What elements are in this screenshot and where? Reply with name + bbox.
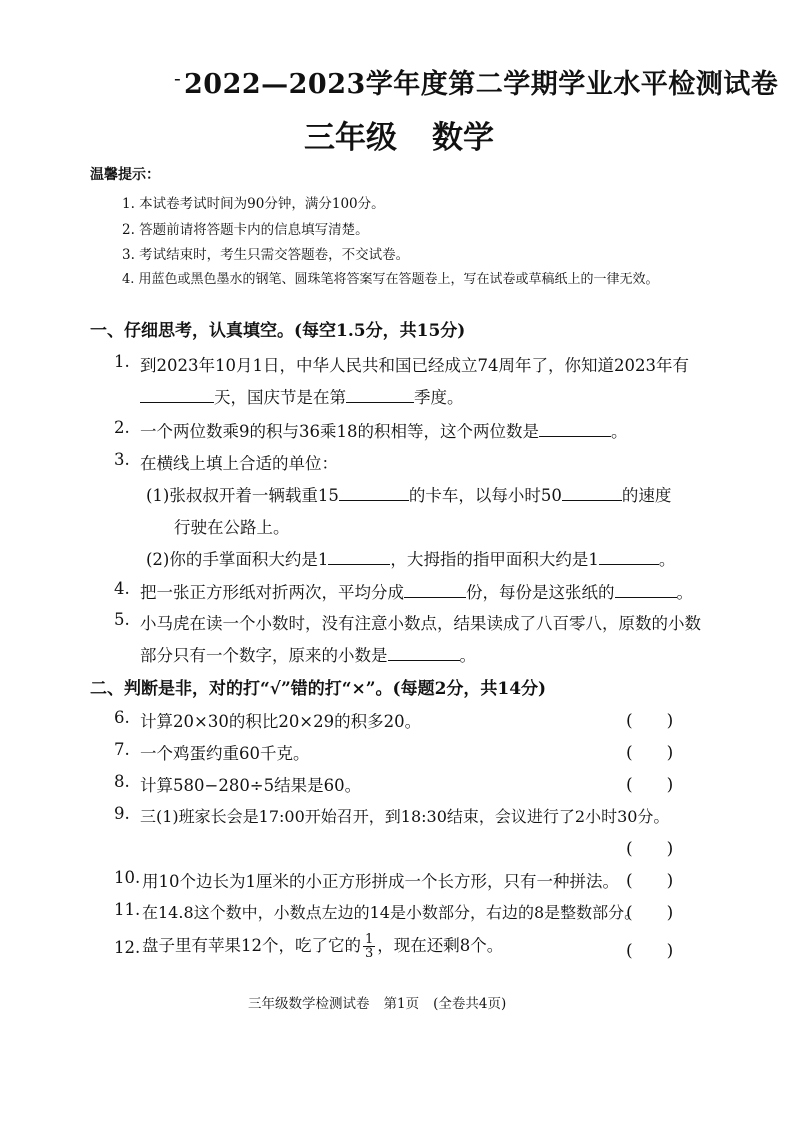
question-5-text: 小马虎在读一个小数时，没有注意小数点，结果读成了八百零八，原数的小数 xyxy=(140,614,701,633)
section-1-heading: 一、仔细思考，认真填空。(每空1.5分，共15分) xyxy=(90,321,466,341)
question-number: 2. xyxy=(114,418,130,437)
answer-blank[interactable] xyxy=(346,388,414,403)
question-number: 7. xyxy=(114,740,130,759)
question-number: 8. xyxy=(114,772,130,791)
question-number: 3. xyxy=(114,450,130,469)
question-number: 9. xyxy=(114,804,130,823)
subject-label: 数学 xyxy=(432,120,494,156)
question-12-text: 盘子里有苹果12个，吃了它的 $\frac{1}{3}$ ，现在还剩8个。 xyxy=(142,932,504,961)
answer-blank[interactable] xyxy=(328,550,390,565)
question-7-text: 一个鸡蛋约重60千克。 xyxy=(140,744,310,763)
answer-blank[interactable] xyxy=(562,486,622,501)
tips-title: 温馨提示： xyxy=(90,167,160,183)
question-number: 4. xyxy=(114,579,130,598)
tip-item: 4. 用蓝色或黑色墨水的钢笔、圆珠笔将答案写在答题卷上，写在试卷或草稿纸上的一律无效。 xyxy=(122,272,659,287)
answer-blank[interactable] xyxy=(140,388,214,403)
tip-item: 1. 本试卷考试时间为90分钟，满分100分。 xyxy=(122,196,385,212)
question-9-text: 三(1)班家长会是17:00开始召开，到18:30结束，会议进行了2小时30分。 xyxy=(140,807,670,826)
question-3-sub1-line2: 行驶在公路上。 xyxy=(174,518,290,537)
question-2-text: 一个两位数乘9的积与36乘18的积相等，这个两位数是 。 xyxy=(140,422,628,441)
answer-parentheses[interactable]: ( ) xyxy=(626,871,674,891)
answer-parentheses[interactable]: ( ) xyxy=(626,775,674,795)
answer-blank[interactable] xyxy=(339,486,409,501)
answer-blank[interactable] xyxy=(404,583,466,598)
question-3-sub1: (1)张叔叔开着一辆载重15 的卡车，以每小时50 的速度 xyxy=(146,486,672,505)
section-2-heading: 二、判断是非，对的打“√”错的打“×”。(每题2分，共14分) xyxy=(90,679,547,699)
answer-blank[interactable] xyxy=(615,583,677,598)
question-number: 10. xyxy=(114,868,141,887)
answer-blank[interactable] xyxy=(539,422,611,437)
page-footer xyxy=(248,992,520,1012)
answer-parentheses[interactable]: ( ) xyxy=(626,903,674,923)
answer-blank[interactable] xyxy=(599,550,659,565)
answer-parentheses[interactable]: ( ) xyxy=(626,941,674,961)
question-11-text: 在14.8这个数中，小数点左边的14是小数部分，右边的8是整数部分。 xyxy=(142,903,641,922)
question-4-text: 把一张正方形纸对折两次，平均分成 份，每份是这张纸的 。 xyxy=(140,583,693,602)
exam-title: 2022—2023学年度第二学期学业水平检测试卷 xyxy=(184,69,779,100)
answer-parentheses[interactable]: ( ) xyxy=(626,711,674,731)
question-number: 5. xyxy=(114,610,130,629)
question-3-text: 在横线上填上合适的单位： xyxy=(140,454,338,473)
footer-exam-name: 三年级数学检测试卷 xyxy=(248,996,370,1012)
question-1-text: 到2023年10月1日，中华人民共和国已经成立74周年了，你知道2023年有 xyxy=(140,356,689,375)
question-6-text: 计算20×30的积比20×29的积多20。 xyxy=(140,712,422,731)
answer-blank[interactable] xyxy=(388,646,460,661)
question-number: 11. xyxy=(114,900,141,919)
footer-page-number: 第1页 xyxy=(383,996,420,1012)
question-10-text: 用10个边长为1厘米的小正方形拼成一个长方形，只有一种拼法。 xyxy=(142,872,619,891)
question-8-text: 计算580−280÷5结果是60。 xyxy=(140,776,362,795)
question-number: 12. xyxy=(114,938,141,957)
question-3-sub2: (2)你的手掌面积大约是1 ，大拇指的指甲面积大约是1 。 xyxy=(146,550,676,569)
question-number: 6. xyxy=(114,708,130,727)
grade-label: 三年级 xyxy=(304,120,397,156)
question-number: 1. xyxy=(114,352,130,371)
tip-item: 3. 考试结束时，考生只需交答题卷，不交试卷。 xyxy=(122,247,410,263)
footer-total-pages: (全卷共4页) xyxy=(433,996,507,1012)
answer-parentheses[interactable]: ( ) xyxy=(626,743,674,763)
tip-item: 2. 答题前请将答题卡内的信息填写清楚。 xyxy=(122,222,369,238)
question-5-line2: 部分只有一个数字，原来的小数是 。 xyxy=(140,646,476,665)
binding-mark: - xyxy=(174,66,181,90)
fraction-one-third: $\frac{1}{3}$ xyxy=(365,932,374,961)
answer-parentheses[interactable]: ( ) xyxy=(626,839,674,859)
question-1-line2: 天，国庆节是在第 季度。 xyxy=(140,384,464,408)
